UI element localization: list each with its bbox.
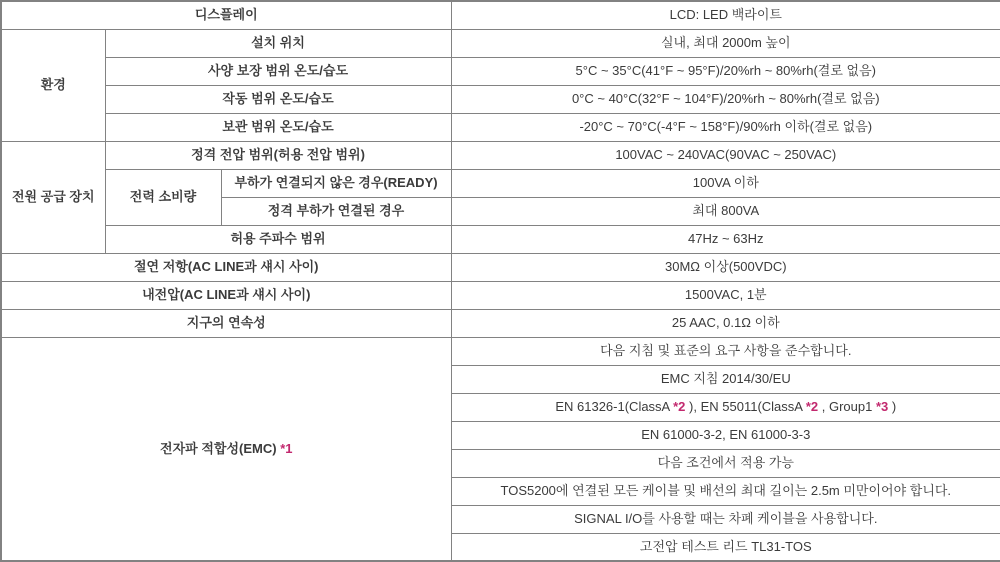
storage-range-label: 보관 범위 온도/습도 [105, 113, 451, 141]
table-row [1, 29, 1000, 57]
withstand-voltage-label: 내전압(AC LINE과 섀시 사이) [1, 281, 451, 309]
operating-range-value: 0°C ~ 40°C(32°F ~ 104°F)/20%rh ~ 80%rh(결로 없음) [451, 85, 1000, 113]
emc-footnote-marker: *2 [673, 398, 686, 414]
frequency-range-value: 47Hz ~ 63Hz [451, 225, 1000, 253]
spec-guarantee-range-label: 사양 보장 범위 온도/습도 [105, 57, 451, 85]
table-row [1, 281, 1000, 309]
rated-voltage-label: 정격 전압 범위(허용 전압 범위) [105, 141, 451, 169]
emc-footnote-marker: *3 [875, 398, 889, 414]
emc-value-text: 고전압 테스트 리드 TL31-TOS [639, 538, 812, 554]
emc-footnote-marker: *2 [805, 398, 819, 414]
frequency-range-label: 허용 주파수 범위 [105, 225, 451, 253]
no-load-value: 100VA 이하 [451, 169, 1000, 197]
emc-value-text: TOS5200에 연결된 모든 케이블 및 배선의 최대 길이는 2.5m 미만이어야 합니다. [500, 482, 952, 498]
table-row [1, 141, 1000, 169]
rated-load-label: 정격 부하가 연결된 경우 [221, 197, 451, 225]
emc-value-text: EMC 지침 2014/30/EU [660, 370, 791, 386]
storage-range-value: -20°C ~ 70°C(-4°F ~ 158°F)/90%rh 이하(결로 없음) [451, 113, 1000, 141]
power-consumption-group-label: 전력 소비량 [105, 169, 221, 225]
emc-value-en61000 [451, 421, 1000, 449]
emc-value-text: ) [888, 398, 897, 414]
earth-continuity-value: 25 AAC, 0.1Ω 이하 [451, 309, 1000, 337]
display-label: 디스플레이 [1, 1, 451, 29]
insulation-resistance-label: 절연 저항(AC LINE과 섀시 사이) [1, 253, 451, 281]
table-row [1, 113, 1000, 141]
table-row [1, 1, 1000, 29]
rated-load-value: 최대 800VA [451, 197, 1000, 225]
spec-guarantee-range-value: 5°C ~ 35°C(41°F ~ 95°F)/20%rh ~ 80%rh(결로 없음) [451, 57, 1000, 85]
rated-voltage-value: 100VAC ~ 240VAC(90VAC ~ 250VAC) [451, 141, 1000, 169]
emc-label [1, 337, 451, 561]
table-row [1, 253, 1000, 281]
insulation-resistance-value: 30MΩ 이상(500VDC) [451, 253, 1000, 281]
emc-value-text: SIGNAL I/O를 사용할 때는 차폐 케이블을 사용합니다. [574, 510, 878, 526]
emc-value-compliance [451, 337, 1000, 365]
table-row [1, 57, 1000, 85]
emc-value-text: 다음 조건에서 적용 가능 [657, 454, 794, 470]
emc-value-text: ), EN 55011(ClassA [685, 398, 806, 414]
withstand-voltage-value: 1500VAC, 1분 [451, 281, 1000, 309]
power-supply-group-label: 전원 공급 장치 [1, 141, 105, 253]
emc-value-standards [451, 393, 1000, 421]
emc-value-directive [451, 365, 1000, 393]
emc-value-cable-length [451, 477, 1000, 505]
table-row [1, 225, 1000, 253]
install-location-label: 설치 위치 [105, 29, 451, 57]
table-row [1, 169, 1000, 197]
earth-continuity-label: 지구의 연속성 [1, 309, 451, 337]
environment-group-label: 환경 [1, 29, 105, 141]
emc-value-signal-io [451, 505, 1000, 533]
emc-footnote-marker: *1 [280, 440, 293, 456]
table-row [1, 309, 1000, 337]
emc-value-text: , Group1 [818, 398, 876, 414]
emc-value-conditions-header [451, 449, 1000, 477]
display-value: LCD: LED 백라이트 [451, 1, 1000, 29]
emc-value-text: EN 61000-3-2, EN 61000-3-3 [641, 426, 811, 442]
emc-value-test-lead [451, 533, 1000, 561]
table-row [1, 85, 1000, 113]
operating-range-label: 작동 범위 온도/습도 [105, 85, 451, 113]
emc-label-text: 전자파 적합성(EMC) [160, 440, 277, 456]
table-row [1, 337, 1000, 365]
emc-value-text: EN 61326-1(ClassA [555, 398, 674, 414]
install-location-value: 실내, 최대 2000m 높이 [451, 29, 1000, 57]
no-load-label: 부하가 연결되지 않은 경우(READY) [221, 169, 451, 197]
emc-value-text: 다음 지침 및 표준의 요구 사항을 준수합니다. [600, 342, 852, 358]
